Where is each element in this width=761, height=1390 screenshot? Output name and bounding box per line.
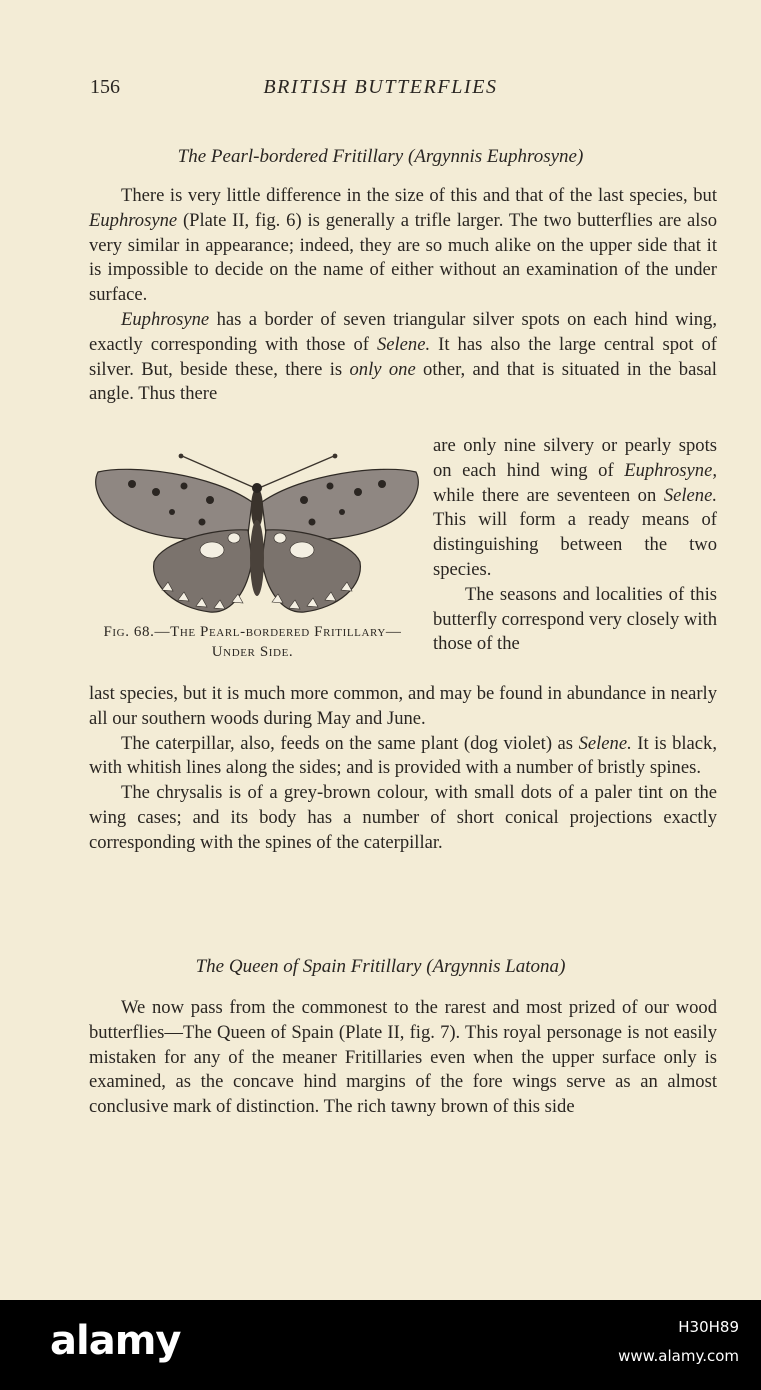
paragraph-2: Euphrosyne has a border of seven triangular silver spots on each hind wing, exactly corresponding with those of Selene. It has also the large central spot of silver. But, beside these, there is only one other, and that is situated in the basal angle. Thus there xyxy=(89,308,717,405)
butterfly-figure xyxy=(92,450,422,620)
figure-caption: Fig. 68.—The Pearl-bordered Fritillary—Under Side. xyxy=(103,624,402,660)
site-url: www.alamy.com xyxy=(618,1347,739,1365)
figure-wrap-text xyxy=(433,434,717,657)
section1-body-top xyxy=(89,184,717,407)
running-title: BRITISH BUTTERFLIES xyxy=(263,76,498,98)
section2-body xyxy=(89,996,717,1120)
butterfly-illustration-icon xyxy=(92,450,422,620)
paragraph-5: The chrysalis is of a grey-brown colour, with small dots of a paler tint on the wing cases; and its body has a number of short conical projections exactly corresponding with the spines of the caterpillar. xyxy=(89,782,717,853)
paragraph-3-continued: last species, but it is much more common, and may be found in abundance in nearly all our southern woods during May and June. xyxy=(89,683,717,729)
section1-body-bottom xyxy=(89,682,717,856)
image-id: H30H89 xyxy=(678,1318,739,1336)
running-header xyxy=(0,76,761,100)
alamy-logo: alamy xyxy=(50,1318,181,1364)
paragraph-2-wrap: are only nine silvery or pearly spots on each hind wing of Euphrosyne, while there are seventeen on Selene. This will form a ready means of distinguishing between the two species. xyxy=(433,435,717,580)
paragraph-4: The caterpillar, also, feeds on the same plant (dog violet) as Selene. It is black, with whitish lines along the sides; and is provided with a number of bristly spines. xyxy=(89,732,717,779)
section-heading-pearl-bordered: The Pearl-bordered Fritillary (Argynnis Euphrosyne) xyxy=(177,146,584,167)
paragraph-queen-1: We now pass from the commonest to the rarest and most prized of our wood butterflies—The Queen of Spain (Plate II, fig. 7). This royal personage is not easily mistaken for any of the meaner Fritillaries even when the upper surface only is examined, as the concave hind margins of the fore wings serve as an almost conclusive mark of distinction. The rich tawny brown of this side xyxy=(89,997,717,1118)
watermark-footer xyxy=(0,1300,761,1390)
paragraph-1: There is very little difference in the size of this and that of the last species, but Euphrosyne (Plate II, fig. 6) is generally a trifle larger. The two butterflies are also very similar in appearance; indeed, they are so much alike on the upper side that it is impossible to decide on the name of either without an examination of the under surface. xyxy=(89,185,717,306)
paragraph-3-wrap: The seasons and localities of this butterfly correspond very closely with those of the xyxy=(433,583,717,655)
page-number: 156 xyxy=(90,76,120,98)
section-heading-queen-of-spain: The Queen of Spain Fritillary (Argynnis Latona) xyxy=(195,956,566,977)
